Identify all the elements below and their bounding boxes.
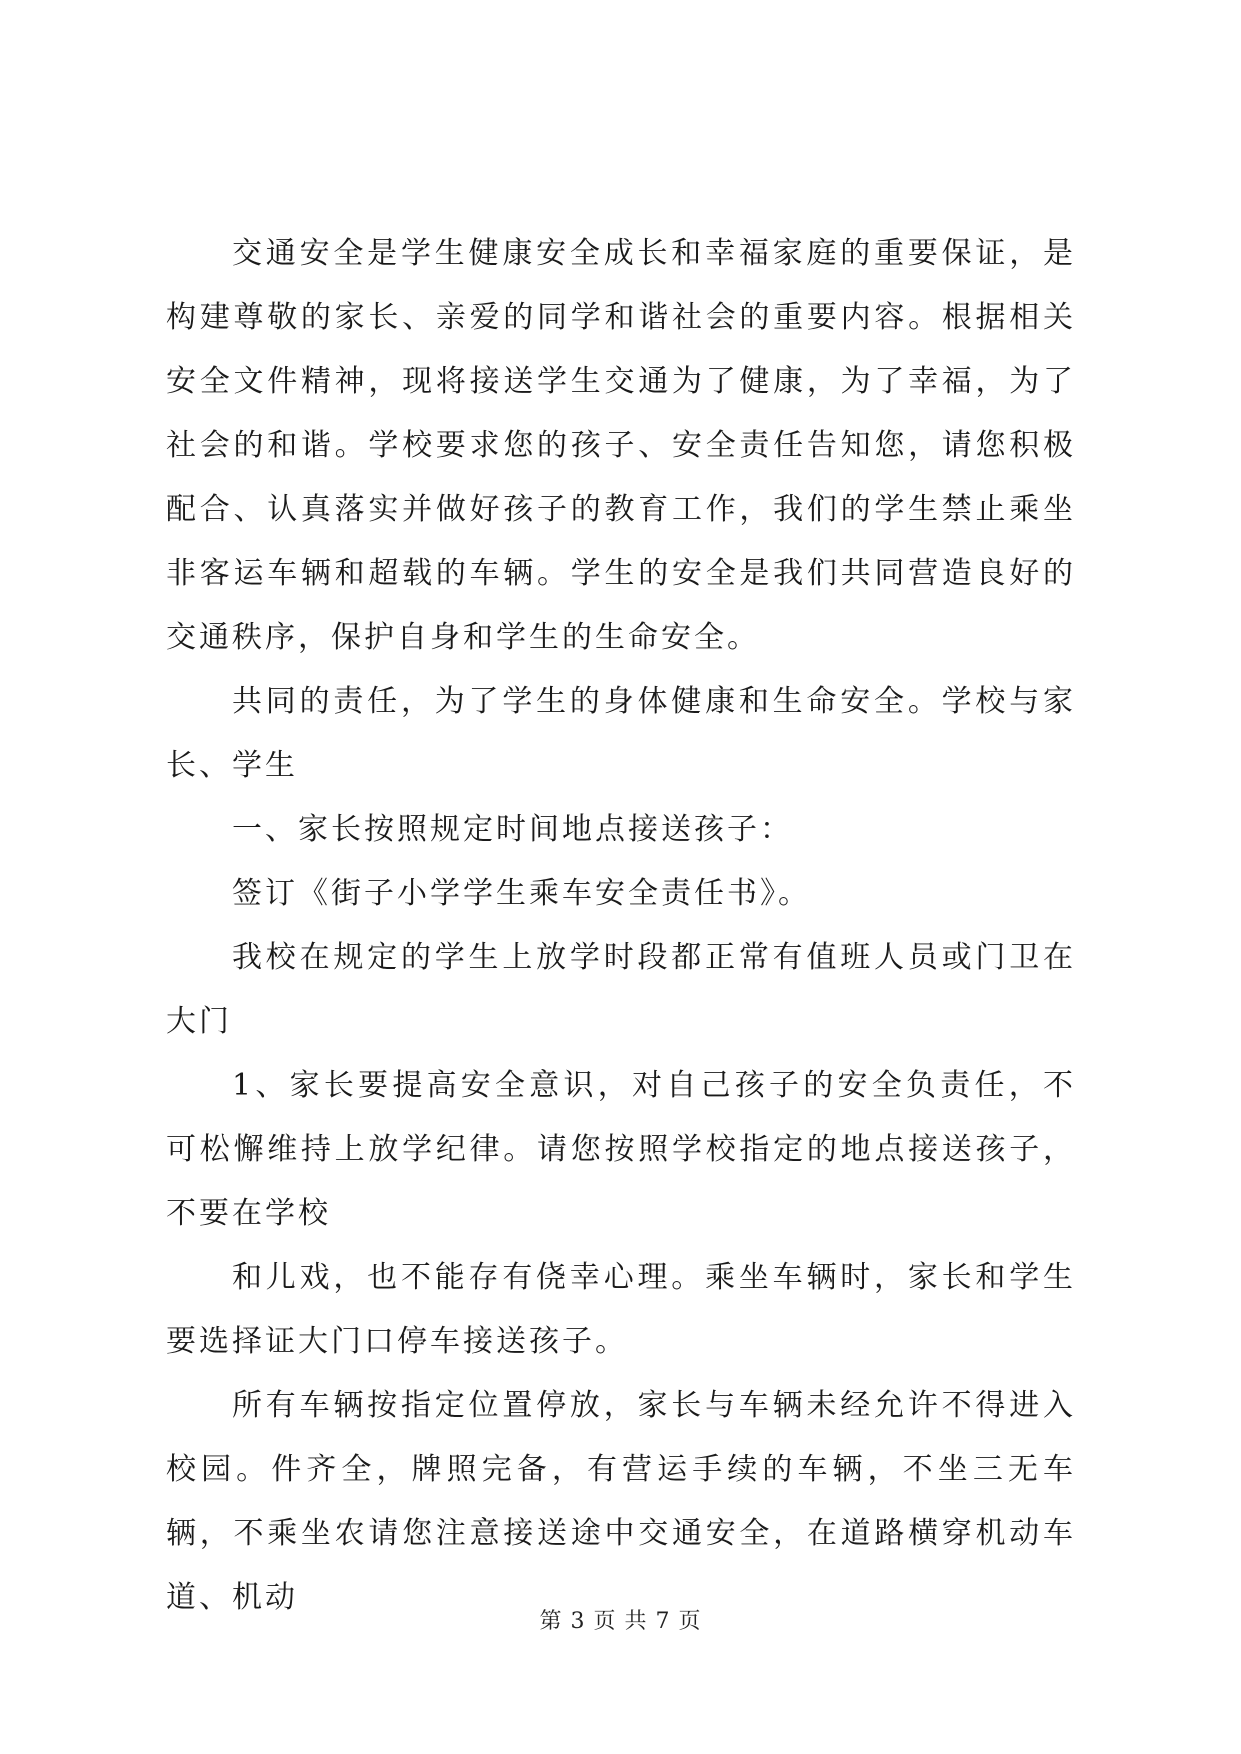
body-text [166,222,1076,1630]
paragraph: 1、家长要提高安全意识，对自己孩子的安全负责任，不可松懈维持上放学纪律。请您按照学校指定的地点接送孩子，不要在学校 [166,1068,1076,1231]
paragraph: 一、家长按照规定时间地点接送孩子： [232,812,793,847]
paragraph: 和儿戏，也不能存有侥幸心理。乘坐车辆时，家长和学生要选择证大门口停车接送孩子。 [166,1260,1076,1359]
paragraph: 所有车辆按指定位置停放，家长与车辆未经允许不得进入校园。件齐全，牌照完备，有营运手续的车辆，不坐三无车辆，不乘坐农请您注意接送途中交通安全，在道路横穿机动车道、机动 [166,1388,1076,1615]
paragraph: 我校在规定的学生上放学时段都正常有值班人员或门卫在大门 [166,940,1076,1039]
paragraph: 签订《街子小学学生乘车安全责任书》。 [232,876,811,911]
paragraph: 交通安全是学生健康安全成长和幸福家庭的重要保证，是构建尊敬的家长、亲爱的同学和谐社会的重要内容。根据相关安全文件精神，现将接送学生交通为了健康，为了幸福，为了社会的和谐。学校要求您的孩子、安全责任告知您，请您积极配合、认真落实并做好孩子的教育工作，我们的学生禁止乘坐非客运车辆和超载的车辆。学生的安全是我们共同营造良好的交通秩序，保护自身和学生的生命安全。 [166,236,1076,655]
paragraph: 共同的责任，为了学生的身体健康和生命安全。学校与家长、学生 [166,684,1076,783]
page-number-footer: 第 3 页 共 7 页 [539,1609,702,1634]
